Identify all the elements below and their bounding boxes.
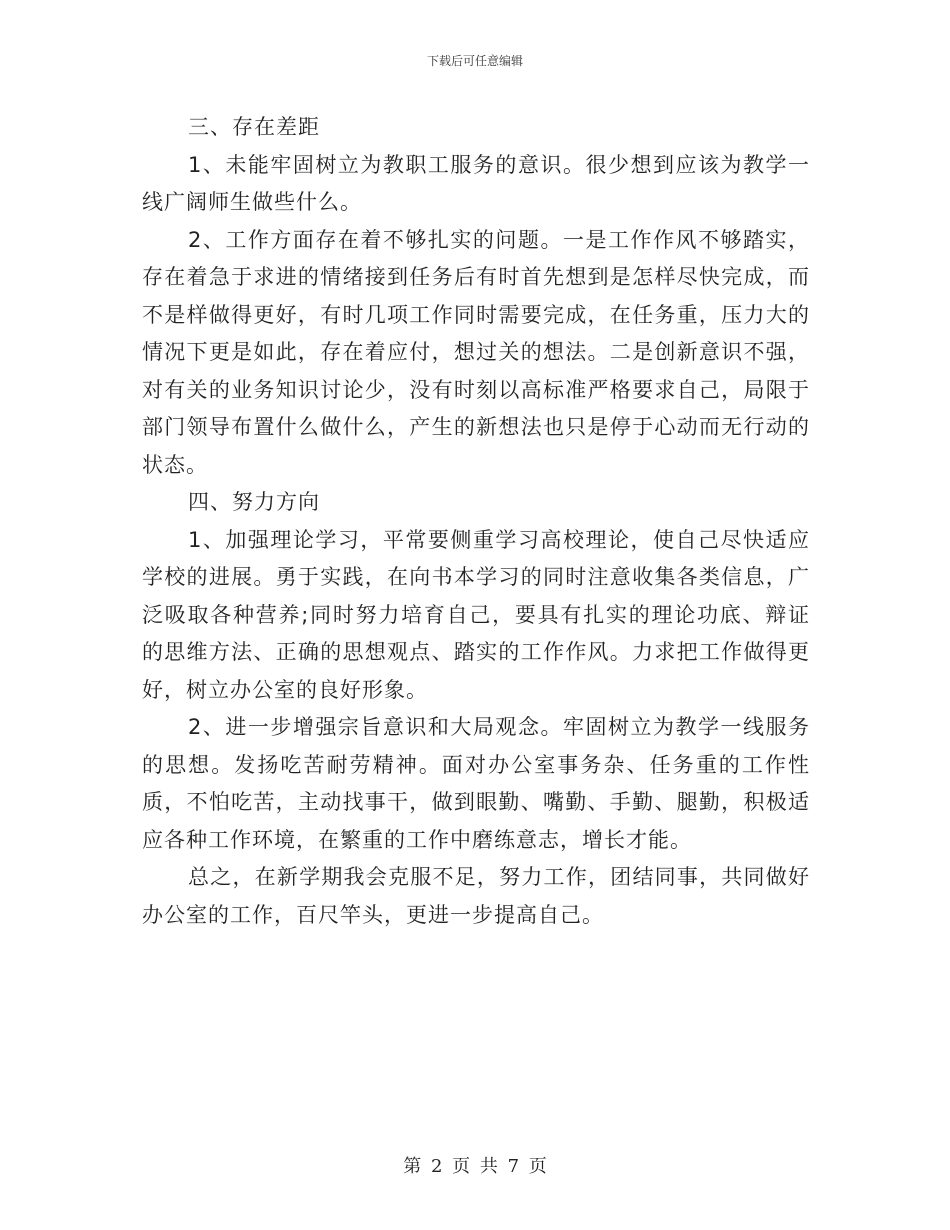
section-heading-direction: 四、努力方向 (188, 490, 320, 514)
document-body (142, 109, 810, 934)
paragraph-direction-1: 1、加强理论学习，平常要侧重学习高校理论，使自己尽快适应学校的进展。勇于实践，在向书本学习的同时注意收集各类信息，广泛吸取各种营养;同时努力培育自己，要具有扎实的理论功底、辩证的思维方法、正确的思想观点、踏实的工作作风。力求把工作做得更好，树立办公室的良好形象。 (142, 527, 810, 702)
page-number: 第 2 页 共 7 页 (403, 1156, 547, 1177)
section-heading-gaps: 三、存在差距 (188, 115, 320, 139)
paragraph-summary: 总之，在新学期我会克服不足，努力工作，团结同事，共同做好办公室的工作，百尺竿头，更进一步提高自己。 (142, 865, 810, 927)
page-header: 下载后可任意编辑 (426, 54, 523, 68)
paragraph-direction-2: 2、进一步增强宗旨意识和大局观念。牢固树立为教学一线服务的思想。发扬吃苦耐劳精神。面对办公室事务杂、任务重的工作性质，不怕吃苦，主动找事干，做到眼勤、嘴勤、手勤、腿勤，积极适应各种工作环境，在繁重的工作中磨练意志，增长才能。 (142, 715, 810, 852)
paragraph-gap-1: 1、未能牢固树立为教职工服务的意识。很少想到应该为教学一线广阔师生做些什么。 (142, 152, 810, 214)
paragraph-gap-2: 2、工作方面存在着不够扎实的问题。一是工作作风不够踏实，存在着急于求进的情绪接到任务后有时首先想到是怎样尽快完成，而不是样做得更好，有时几项工作同时需要完成，在任务重，压力大的情况下更是如此，存在着应付，想过关的想法。二是创新意识不强，对有关的业务知识讨论少，没有时刻以高标准严格要求自己，局限于部门领导布置什么做什么，产生的新想法也只是停于心动而无行动的状态。 (142, 227, 810, 477)
